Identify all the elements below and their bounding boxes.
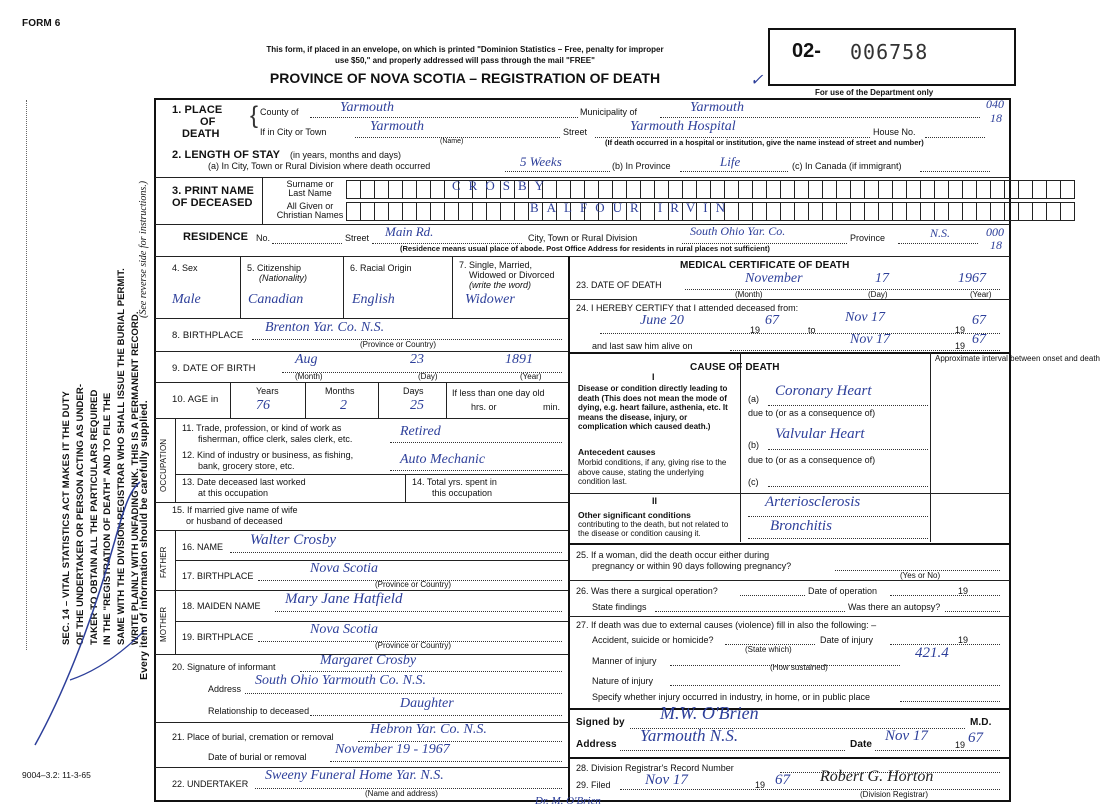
industry-label: 12. Kind of industry or business, as fishing, bank, grocery store, etc. xyxy=(182,450,354,471)
postal-note-line2: use $50," and properly addressed will pass through the mail "FREE" xyxy=(335,56,595,65)
check-icon: ✓ xyxy=(750,72,764,89)
postal-note-line1: This form, if placed in an envelope, on which is printed "Dominion Statistics – Free, penalty for improper xyxy=(266,45,664,54)
racial-origin-label: 6. Racial Origin xyxy=(350,263,412,273)
external-causes-label: 27. If death was due to external causes (violence) fill in also the following: – xyxy=(576,620,877,630)
given-names-label: All Given or Christian Names xyxy=(276,201,344,220)
registrar-signature: Robert G. Horton xyxy=(820,768,934,785)
state-findings-label: State findings xyxy=(592,602,647,612)
less-than-day-label: If less than one day old xyxy=(452,388,545,398)
burial-place-label: 21. Place of burial, cremation or removal xyxy=(172,732,334,742)
county-label: County of xyxy=(260,107,299,117)
father-name-value: Walter Crosby xyxy=(250,532,336,548)
cause-b-value: Valvular Heart xyxy=(775,426,865,442)
last-saw-value: Nov 17 xyxy=(850,332,891,347)
attended-to-year: 67 xyxy=(972,313,986,328)
dod-month-caption: (Month) xyxy=(735,290,763,299)
father-bp-caption: (Province or Country) xyxy=(375,580,452,589)
attended-from: June 20 xyxy=(640,313,684,328)
dob-month: Aug xyxy=(295,352,318,367)
to-label: to xyxy=(808,325,816,335)
occupation-section-label: OCCUPATION xyxy=(159,438,168,492)
residence-city-value: South Ohio Yar. Co. xyxy=(690,224,786,238)
roman-two: II xyxy=(652,496,658,506)
municipality-label: Municipality of xyxy=(580,107,638,117)
given-names-value: BALFOUR IRVIN xyxy=(530,200,733,215)
stay-c-label: (c) In Canada (if immigrant) xyxy=(792,161,902,171)
dod-year-caption: (Year) xyxy=(970,290,992,299)
pregnancy-label-1: 25. If a woman, did the death occur either during xyxy=(576,550,770,560)
operation-date-label: Date of operation xyxy=(808,586,878,596)
length-of-stay-label: 2. LENGTH OF STAY xyxy=(172,149,281,161)
dod-day: 17 xyxy=(875,271,889,286)
citizenship-value: Canadian xyxy=(248,292,304,307)
birthplace-value: Brenton Yar. Co. N.S. xyxy=(265,320,385,335)
length-of-stay-sub: (in years, months and days) xyxy=(290,150,402,160)
surname-value: CROSBY xyxy=(452,178,553,193)
pregnancy-label-2: pregnancy or within 90 days following pregnancy? xyxy=(592,561,792,571)
dod-label: 23. DATE OF DEATH xyxy=(576,280,662,290)
physician-year-prefix: 19 xyxy=(955,740,966,750)
informant-address-label: Address xyxy=(208,684,242,694)
how-sustained-caption: (How sustained) xyxy=(770,663,828,672)
name-caption: (Name) xyxy=(440,138,464,145)
dod-year: 1967 xyxy=(958,271,986,286)
undertaker-label: 22. UNDERTAKER xyxy=(172,779,249,789)
residence-province-value: N.S. xyxy=(930,226,951,240)
filed-year: 67 xyxy=(775,772,790,788)
last-saw-label: and last saw him alive on xyxy=(592,341,693,351)
father-birthplace-value: Nova Scotia xyxy=(310,561,379,576)
age-years-label: Years xyxy=(256,386,279,396)
sex-value: Male xyxy=(172,292,201,307)
informant-address-value: South Ohio Yarmouth Co. N.S. xyxy=(255,673,427,688)
residence-street-value: Main Rd. xyxy=(385,224,434,239)
total-years-label: 14. Total yrs. spent in this occupation xyxy=(412,477,497,498)
physician-address-value: Yarmouth N.S. xyxy=(640,726,739,745)
dod-month: November xyxy=(745,271,803,286)
dob-label: 9. DATE OF BIRTH xyxy=(172,363,256,374)
due-to-label-1: due to (or as a consequence of) xyxy=(748,408,876,418)
industry-question: Specify whether injury occurred in industry, in home, or in public place xyxy=(592,692,870,702)
industry-value: Auto Mechanic xyxy=(400,452,486,467)
residence-label: RESIDENCE xyxy=(183,231,249,243)
hospital-note: (If death occurred in a hospital or institution, give the name instead of street and number) xyxy=(605,138,924,147)
last-saw-year: 67 xyxy=(972,332,986,347)
undertaker-value: Sweeny Funeral Home Yar. N.S. xyxy=(265,768,444,783)
age-years-value: 76 xyxy=(256,398,270,413)
last-saw-year-prefix: 19 xyxy=(955,341,966,351)
other-condition-1: Arteriosclerosis xyxy=(765,494,861,510)
mother-maiden-value: Mary Jane Hatfield xyxy=(285,591,403,607)
dept-code-3: 000 xyxy=(986,225,1004,239)
stay-b-value: Life xyxy=(720,154,741,169)
birthplace-caption: (Province or Country) xyxy=(360,340,437,349)
mother-section-label: MOTHER xyxy=(159,606,168,642)
relationship-value: Daughter xyxy=(400,696,454,711)
age-label: 10. AGE in xyxy=(172,394,219,405)
reverse-note: (See reverse side for instructions.) xyxy=(138,180,149,318)
age-months-value: 2 xyxy=(340,398,347,413)
place-of-death-label: 1. PLACE OF DEATH xyxy=(172,104,223,140)
city-label: If in City or Town xyxy=(260,127,327,137)
residence-note: (Residence means usual place of abode. Post Office Address for residents in rural places not sufficient) xyxy=(400,244,770,253)
physician-date-value: Nov 17 xyxy=(885,728,928,744)
physician-date-year: 67 xyxy=(968,730,983,746)
medical-title: MEDICAL CERTIFICATE OF DEATH xyxy=(680,260,850,271)
burial-place-value: Hebron Yar. Co. N.S. xyxy=(370,722,487,737)
md-label: M.D. xyxy=(970,717,992,728)
sex-label: 4. Sex xyxy=(172,263,198,273)
dr-note: Dr. M. O'Brien xyxy=(535,795,601,807)
mother-bp-caption: (Province or Country) xyxy=(375,641,452,650)
every-item-note: Every item of information should be carefully supplied. xyxy=(138,400,150,680)
marital-label: 7. Single, Married, Widowed or Divorced (write the word) xyxy=(459,260,555,290)
stay-a-value: 5 Weeks xyxy=(520,154,562,169)
form-title: PROVINCE OF NOVA SCOTIA – REGISTRATION OF DEATH xyxy=(269,70,661,86)
yes-no-caption: (Yes or No) xyxy=(900,571,941,580)
signed-by-label: Signed by xyxy=(576,717,625,728)
dept-use-label: For use of the Department only xyxy=(815,88,934,97)
filed-year-prefix: 19 xyxy=(755,780,766,790)
last-worked-label: 13. Date deceased last worked at this occupation xyxy=(182,477,306,498)
roman-one: I xyxy=(652,372,655,382)
physician-date-label: Date xyxy=(850,739,873,750)
other-conditions-label: Other significant conditions xyxy=(578,510,691,520)
dob-month-caption: (Month) xyxy=(295,372,323,381)
trade-label: 11. Trade, profession, or kind of work as fisherman, office clerk, sales clerk, etc. xyxy=(182,423,353,444)
county-value: Yarmouth xyxy=(340,100,394,115)
form-code: 9004–3.2: 11-3-65 xyxy=(22,770,91,780)
father-section-label: FATHER xyxy=(159,546,168,578)
informant-sig-value: Margaret Crosby xyxy=(320,653,417,668)
state-which-caption: (State which) xyxy=(745,645,792,654)
father-name-label: 16. NAME xyxy=(182,542,224,552)
manner-label: Manner of injury xyxy=(592,656,657,666)
attended-to: Nov 17 xyxy=(845,310,886,325)
street-value: Yarmouth Hospital xyxy=(630,119,736,134)
due-to-label-2: due to (or as a consequence of) xyxy=(748,455,876,465)
attended-from-year: 67 xyxy=(765,313,779,328)
dept-code-2: 18 xyxy=(990,111,1002,125)
sec14-notice: SEC. 14 – VITAL STATISTICS ACT MAKES IT THE DUTY OF THE UNDERTAKER OR PERSON ACTING AS UNDER- TAKER TO OBTAIN ALL THE PARTICULARS REQUIRED IN THE "REGISTRATION OF DEATH" AND TO FILE THE SAME WITH THE DIVISION REGISTRAR WHO SHALL ISSUE THE BURIAL PERMIT. WRITE PLAINLY WITH UNFADING INK. THIS IS A PERMANENT RECORD. xyxy=(61,268,141,645)
operation-year-prefix: 19 xyxy=(958,586,969,596)
reg-number: 006758 xyxy=(850,40,929,64)
marital-value: Widower xyxy=(465,292,515,307)
burial-date-value: November 19 - 1967 xyxy=(335,742,450,757)
spouse-label: 15. If married give name of wife or husband of deceased xyxy=(172,505,298,526)
injury-year-prefix: 19 xyxy=(958,635,969,645)
filed-label: 29. Filed xyxy=(576,780,611,790)
registration-number-box xyxy=(768,28,1016,86)
physician-address-label: Address xyxy=(576,739,617,750)
min-label: min. xyxy=(543,402,561,412)
house-label: House No. xyxy=(873,127,916,137)
form-number: FORM 6 xyxy=(22,18,61,29)
other-conditions-sub: contributing to the death, but not related to the disease or condition causing it. xyxy=(578,520,729,538)
margin-scribble xyxy=(30,480,150,750)
surname-label: Surname or Last Name xyxy=(286,179,334,198)
accident-label: Accident, suicide or homicide? xyxy=(592,635,714,645)
dob-year-caption: (Year) xyxy=(520,372,542,381)
certify-label: 24. I HEREBY CERTIFY that I attended deceased from: xyxy=(576,303,799,313)
injury-date-label: Date of injury xyxy=(820,635,874,645)
print-name-label: 3. PRINT NAME OF DECEASED xyxy=(172,185,254,209)
hrs-label: hrs. or xyxy=(471,402,497,412)
autopsy-label: Was there an autopsy? xyxy=(848,602,941,612)
dob-day-caption: (Day) xyxy=(418,372,438,381)
stay-b-label: (b) In Province xyxy=(612,161,671,171)
dept-code-value: 421.4 xyxy=(915,645,949,661)
informant-sig-label: 20. Signature of informant xyxy=(172,662,276,672)
mother-birthplace-value: Nova Scotia xyxy=(310,622,379,637)
mother-maiden-label: 18. MAIDEN NAME xyxy=(182,601,261,611)
age-days-label: Days xyxy=(403,386,424,396)
direct-cause-label: Disease or condition directly leading to death (This does not mean the mode of dying, e.g. heart failure, asthenia, etc. It means the disease, injury, or complication which caused death.) xyxy=(578,384,728,431)
city-value: Yarmouth xyxy=(370,119,424,134)
other-condition-2: Bronchitis xyxy=(770,518,832,534)
relationship-label: Relationship to deceased xyxy=(208,706,310,716)
residence-street-label: Street xyxy=(345,233,370,243)
operation-label: 26. Was there a surgical operation? xyxy=(576,586,718,596)
cause-a-value: Coronary Heart xyxy=(775,383,872,399)
stay-a-label: (a) In City, Town or Rural Division where death occurred xyxy=(208,161,431,171)
mother-birthplace-label: 19. BIRTHPLACE xyxy=(182,632,254,642)
antecedent-sub: Morbid conditions, if any, giving rise to the above cause, stating the underlying condition last. xyxy=(578,458,727,486)
registrar-caption: (Division Registrar) xyxy=(860,790,929,799)
cause-title: CAUSE OF DEATH xyxy=(690,362,780,373)
antecedent-label: Antecedent causes xyxy=(578,447,656,457)
interval-label: Approximate interval between onset and death xyxy=(935,354,1100,363)
age-months-label: Months xyxy=(325,386,355,396)
birthplace-label: 8. BIRTHPLACE xyxy=(172,330,244,341)
residence-city-label: City, Town or Rural Division xyxy=(528,233,638,243)
burial-date-label: Date of burial or removal xyxy=(208,752,307,762)
street-label: Street xyxy=(563,127,588,137)
racial-origin-value: English xyxy=(352,292,395,307)
dob-day: 23 xyxy=(410,352,424,367)
trade-value: Retired xyxy=(400,424,441,439)
age-days-value: 25 xyxy=(410,398,424,413)
citizenship-label: 5. Citizenship (Nationality) xyxy=(247,263,308,283)
dept-code-4: 18 xyxy=(990,238,1002,252)
undertaker-caption: (Name and address) xyxy=(365,789,438,798)
father-birthplace-label: 17. BIRTHPLACE xyxy=(182,571,254,581)
municipality-value: Yarmouth xyxy=(690,100,744,115)
residence-province-label: Province xyxy=(850,233,886,243)
to-year-prefix: 19 xyxy=(955,325,966,335)
reg-prefix: 02- xyxy=(792,40,821,62)
residence-no-label: No. xyxy=(256,233,271,243)
dod-day-caption: (Day) xyxy=(868,290,888,299)
dept-code-1: 040 xyxy=(986,97,1004,111)
signed-by-value: M.W. O'Brien xyxy=(660,703,759,723)
registrar-record-label: 28. Division Registrar's Record Number xyxy=(576,763,734,773)
nature-label: Nature of injury xyxy=(592,676,654,686)
dob-year: 1891 xyxy=(505,352,533,367)
from-year-prefix: 19 xyxy=(750,325,761,335)
filed-value: Nov 17 xyxy=(645,772,688,788)
